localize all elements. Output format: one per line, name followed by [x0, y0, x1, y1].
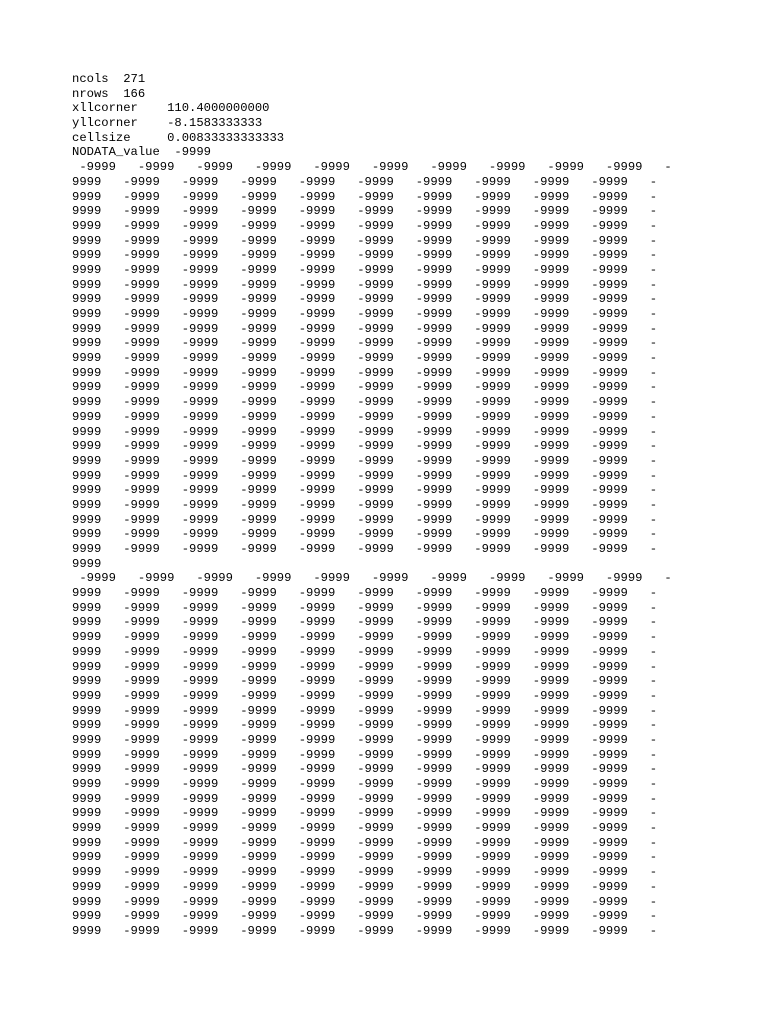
grid-row-line: 9999 -9999 -9999 -9999 -9999 -9999 -9999 -9999 -9999 -9999 - — [72, 512, 658, 527]
grid-row-line: -9999 -9999 -9999 -9999 -9999 -9999 -9999 -9999 -9999 -9999 - — [72, 160, 672, 175]
grid-row-line: 9999 -9999 -9999 -9999 -9999 -9999 -9999 -9999 -9999 -9999 - — [72, 189, 658, 204]
grid-row-line: 9999 -9999 -9999 -9999 -9999 -9999 -9999 -9999 -9999 -9999 - — [72, 409, 658, 424]
grid-row-line: 9999 -9999 -9999 -9999 -9999 -9999 -9999 -9999 -9999 -9999 - — [72, 600, 658, 615]
header-ncols: ncols 271 — [72, 72, 146, 86]
grid-row-line: 9999 -9999 -9999 -9999 -9999 -9999 -9999 -9999 -9999 -9999 - — [72, 380, 658, 395]
grid-row-line: 9999 -9999 -9999 -9999 -9999 -9999 -9999 -9999 -9999 -9999 - — [72, 615, 658, 630]
grid-row-line: 9999 -9999 -9999 -9999 -9999 -9999 -9999 -9999 -9999 -9999 - — [72, 321, 658, 336]
grid-row-line: 9999 -9999 -9999 -9999 -9999 -9999 -9999 -9999 -9999 -9999 - — [72, 218, 658, 233]
grid-row-line: 9999 -9999 -9999 -9999 -9999 -9999 -9999 -9999 -9999 -9999 - — [72, 233, 658, 248]
document-page — [72, 72, 712, 939]
grid-row-line: 9999 -9999 -9999 -9999 -9999 -9999 -9999 -9999 -9999 -9999 - — [72, 806, 658, 821]
grid-row-line: 9999 -9999 -9999 -9999 -9999 -9999 -9999 -9999 -9999 -9999 - — [72, 894, 658, 909]
grid-row-line: 9999 -9999 -9999 -9999 -9999 -9999 -9999 -9999 -9999 -9999 - — [72, 527, 658, 542]
grid-row-line: 9999 -9999 -9999 -9999 -9999 -9999 -9999 -9999 -9999 -9999 - — [72, 336, 658, 351]
grid-row-line: 9999 -9999 -9999 -9999 -9999 -9999 -9999 -9999 -9999 -9999 - — [72, 395, 658, 410]
grid-row-line: 9999 -9999 -9999 -9999 -9999 -9999 -9999 -9999 -9999 -9999 - — [72, 277, 658, 292]
grid-row-line: 9999 -9999 -9999 -9999 -9999 -9999 -9999 -9999 -9999 -9999 - — [72, 497, 658, 512]
grid-row-line: 9999 -9999 -9999 -9999 -9999 -9999 -9999 -9999 -9999 -9999 - — [72, 923, 658, 938]
grid-row-line: 9999 -9999 -9999 -9999 -9999 -9999 -9999 -9999 -9999 -9999 - — [72, 879, 658, 894]
grid-row-line: 9999 -9999 -9999 -9999 -9999 -9999 -9999 -9999 -9999 -9999 - — [72, 262, 658, 277]
header-xllcorner: xllcorner 110.4000000000 — [72, 101, 270, 116]
grid-row-line: 9999 -9999 -9999 -9999 -9999 -9999 -9999 -9999 -9999 -9999 - — [72, 248, 658, 263]
grid-row-line: 9999 -9999 -9999 -9999 -9999 -9999 -9999 -9999 -9999 -9999 - — [72, 307, 658, 321]
grid-row-line: 9999 -9999 -9999 -9999 -9999 -9999 -9999 -9999 -9999 -9999 - — [72, 204, 658, 219]
grid-row-line: 9999 -9999 -9999 -9999 -9999 -9999 -9999 -9999 -9999 -9999 - — [72, 174, 658, 189]
grid-row-line: 9999 -9999 -9999 -9999 -9999 -9999 -9999 -9999 -9999 -9999 - — [72, 688, 658, 703]
grid-row-line: 9999 -9999 -9999 -9999 -9999 -9999 -9999 -9999 -9999 -9999 - — [72, 424, 658, 439]
grid-row-line: 9999 -9999 -9999 -9999 -9999 -9999 -9999 -9999 -9999 -9999 - — [72, 835, 658, 850]
grid-row-line: 9999 -9999 -9999 -9999 -9999 -9999 -9999 -9999 -9999 -9999 - — [72, 674, 658, 689]
header-nodata-value: NODATA_value -9999 — [72, 145, 211, 160]
grid-row-line: 9999 -9999 -9999 -9999 -9999 -9999 -9999 -9999 -9999 -9999 - — [72, 644, 658, 659]
grid-row-line: 9999 -9999 -9999 -9999 -9999 -9999 -9999 -9999 -9999 -9999 - — [72, 762, 658, 777]
grid-row-line: 9999 -9999 -9999 -9999 -9999 -9999 -9999 -9999 -9999 -9999 - — [72, 703, 658, 718]
grid-row-line: 9999 -9999 -9999 -9999 -9999 -9999 -9999 -9999 -9999 -9999 - — [72, 586, 658, 601]
grid-row-line: 9999 -9999 -9999 -9999 -9999 -9999 -9999 -9999 -9999 -9999 - — [72, 850, 658, 865]
grid-row-line: 9999 -9999 -9999 -9999 -9999 -9999 -9999 -9999 -9999 -9999 - — [72, 630, 658, 645]
grid-row-line: 9999 -9999 -9999 -9999 -9999 -9999 -9999 -9999 -9999 -9999 - — [72, 365, 658, 380]
grid-row-line: 9999 -9999 -9999 -9999 -9999 -9999 -9999 -9999 -9999 -9999 - — [72, 777, 658, 791]
grid-row-line: 9999 -9999 -9999 -9999 -9999 -9999 -9999 -9999 -9999 -9999 - — [72, 453, 658, 468]
grid-row-line: 9999 -9999 -9999 -9999 -9999 -9999 -9999 -9999 -9999 -9999 - — [72, 659, 658, 674]
grid-row-line: 9999 -9999 -9999 -9999 -9999 -9999 -9999 -9999 -9999 -9999 - — [72, 909, 658, 924]
grid-row-line: 9999 -9999 -9999 -9999 -9999 -9999 -9999 -9999 -9999 -9999 - — [72, 747, 658, 762]
grid-row-line: 9999 -9999 -9999 -9999 -9999 -9999 -9999 -9999 -9999 -9999 - — [72, 351, 658, 366]
grid-row-line: 9999 -9999 -9999 -9999 -9999 -9999 -9999 -9999 -9999 -9999 - — [72, 732, 658, 747]
header-yllcorner: yllcorner -8.1583333333 — [72, 116, 263, 131]
grid-row-line: -9999 -9999 -9999 -9999 -9999 -9999 -9999 -9999 -9999 -9999 - — [72, 571, 672, 586]
grid-row-line: 9999 -9999 -9999 -9999 -9999 -9999 -9999 -9999 -9999 -9999 - — [72, 821, 658, 836]
header-nrows: nrows 166 — [72, 86, 146, 101]
grid-row-line: 9999 — [72, 556, 102, 571]
header-cellsize: cellsize 0.00833333333333 — [72, 130, 285, 145]
grid-row-line: 9999 -9999 -9999 -9999 -9999 -9999 -9999 -9999 -9999 -9999 - — [72, 439, 658, 454]
grid-row-line: 9999 -9999 -9999 -9999 -9999 -9999 -9999 -9999 -9999 -9999 - — [72, 468, 658, 483]
grid-row-line: 9999 -9999 -9999 -9999 -9999 -9999 -9999 -9999 -9999 -9999 - — [72, 292, 658, 307]
grid-row-line: 9999 -9999 -9999 -9999 -9999 -9999 -9999 -9999 -9999 -9999 - — [72, 791, 658, 806]
grid-row-line: 9999 -9999 -9999 -9999 -9999 -9999 -9999 -9999 -9999 -9999 - — [72, 542, 658, 556]
grid-row-line: 9999 -9999 -9999 -9999 -9999 -9999 -9999 -9999 -9999 -9999 - — [72, 483, 658, 498]
grid-row-line: 9999 -9999 -9999 -9999 -9999 -9999 -9999 -9999 -9999 -9999 - — [72, 865, 658, 880]
grid-row-line: 9999 -9999 -9999 -9999 -9999 -9999 -9999 -9999 -9999 -9999 - — [72, 718, 658, 733]
